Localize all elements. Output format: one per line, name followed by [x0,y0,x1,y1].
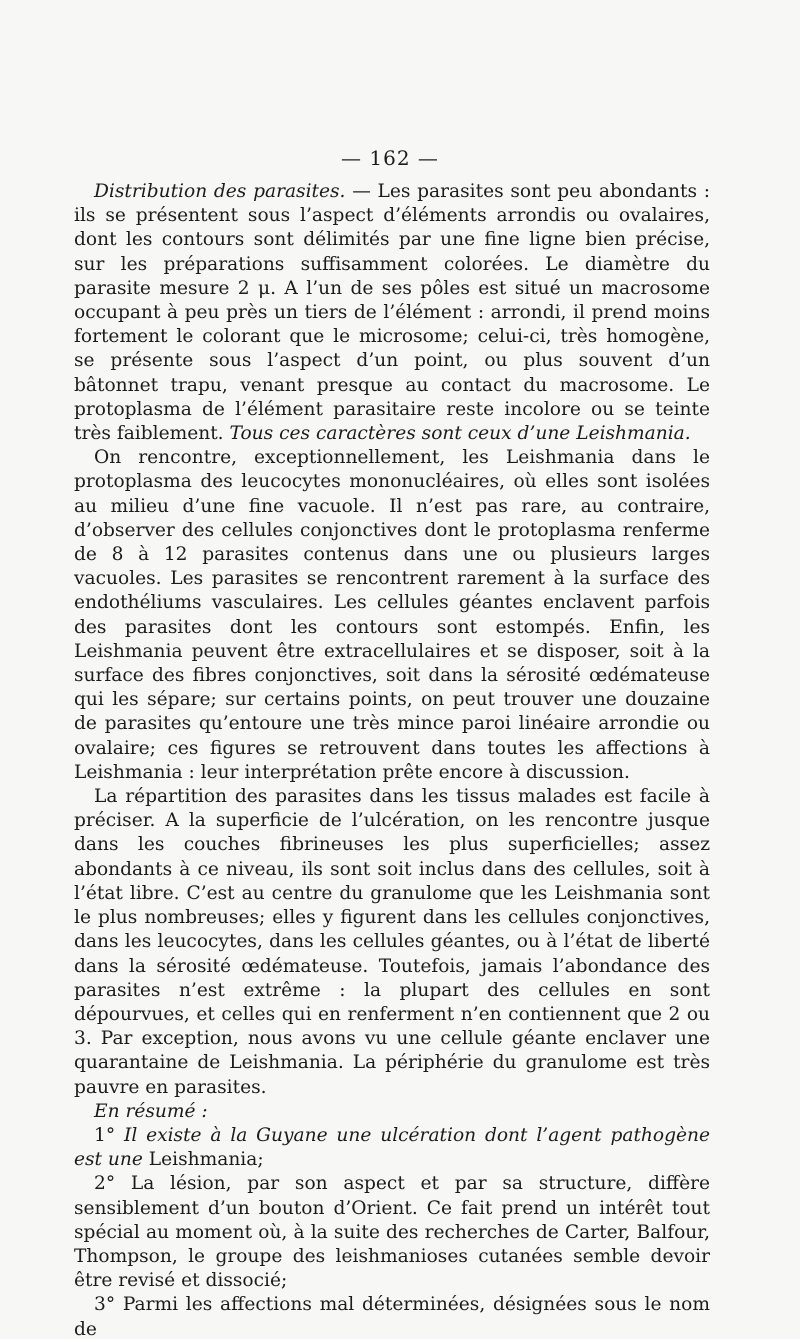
paragraph-distribution [74,180,710,446]
section-heading: Distribution des parasites. [94,181,346,202]
summary-item-3: 3° Parmi les affections mal déterminées, désignées sous le nom de [74,1294,710,1340]
summary-item-1 [74,1124,710,1172]
summary-item-1-rest: Leishmania; [142,1149,264,1171]
page-number: — 162 — [341,146,439,170]
summary-item-1-italic: Il existe à la Guyane une ulcération dont l’agent pathogène est une [74,1124,710,1171]
paragraph-text: — Les parasites sont peu abondants : ils se présentent sous l’aspect d’éléments arrondis ou ovalaires, dont les contours sont délimités par une fine ligne bien précise, sur les préparations suffisamment colorées. Le diamètre du parasite mesure 2 μ. A l’un de ses pôles est situé un macrosome occupant à peu près un tiers de l’élément : arrondi, il prend moins fortement le colorant que le microsome; celui-ci, très homogène, se présente sous l’aspect d’un point, ou plus souvent d’un bâtonnet trapu, venant presque au contact du macrosome. Le protoplasma de l’élément parasitaire reste incolore ou se teinte très faiblement. [74,181,710,445]
body-text [74,180,710,1342]
summary-item-2: 2° La lésion, par son aspect et par sa structure, diffère sensiblement d’un bouton d’Orient. Ce fait prend un intérêt tout spécial au moment où, à la suite des recherches de Carter, Balfour, Thompson, le groupe des leishmanioses cutanées semble devoir être revisé et dissocié; [74,1173,710,1292]
paragraph-conclusion: Tous ces caractères sont ceux d’une Leishmania. [229,423,691,445]
paragraph-location: On rencontre, exceptionnellement, les Leishmania dans le protoplasma des leucocytes mononucléaires, où elles sont isolées au milieu d’une fine vacuole. Il n’est pas rare, au contraire, d’observer des cellules conjonctives dont le protoplasma renferme de 8 à 12 parasites contenus dans une ou plusieurs larges vacuoles. Les parasites se rencontrent rarement à la surface des endothéliums vasculaires. Les cellules géantes enclavent parfois des parasites dont les contours sont estompés. Enfin, les Leishmania peuvent être extracellulaires et se disposer, soit à la surface des fibres conjonctives, soit dans la sérosité œdémateuse qui les sépare; sur certains points, on peut trouver une douzaine de parasites qu’entoure une très mince paroi linéaire arrondie ou ovalaire; ces figures se retrouvent dans toutes les affections à Leishmania : leur interprétation prête encore à discussion. [74,447,710,783]
summary-item-1-number: 1° [94,1124,124,1146]
paragraph-repartition: La répartition des parasites dans les tissus malades est facile à préciser. A la superficie de l’ulcération, on les rencontre jusque dans les couches fibrineuses les plus superficielles; assez abondants à ce niveau, ils sont soit inclus dans des cellules, soit à l’état libre. C’est au centre du granulome que les Leishmania sont le plus nombreuses; elles y figurent dans les cellules conjonctives, dans les leucocytes, dans les cellules géantes, ou à l’état de liberté dans la sérosité œdémateuse. Toutefois, jamais l’abondance des parasites n’est extrême : la plupart des cellules en sont dépourvues, et celles qui en renferment n’en contiennent que 2 ou 3. Par exception, nous avons vu une cellule géante enclaver une quarantaine de Leishmania. La périphérie du granulome est très pauvre en parasites. [74,786,710,1098]
summary-heading: En résumé : [94,1100,208,1122]
